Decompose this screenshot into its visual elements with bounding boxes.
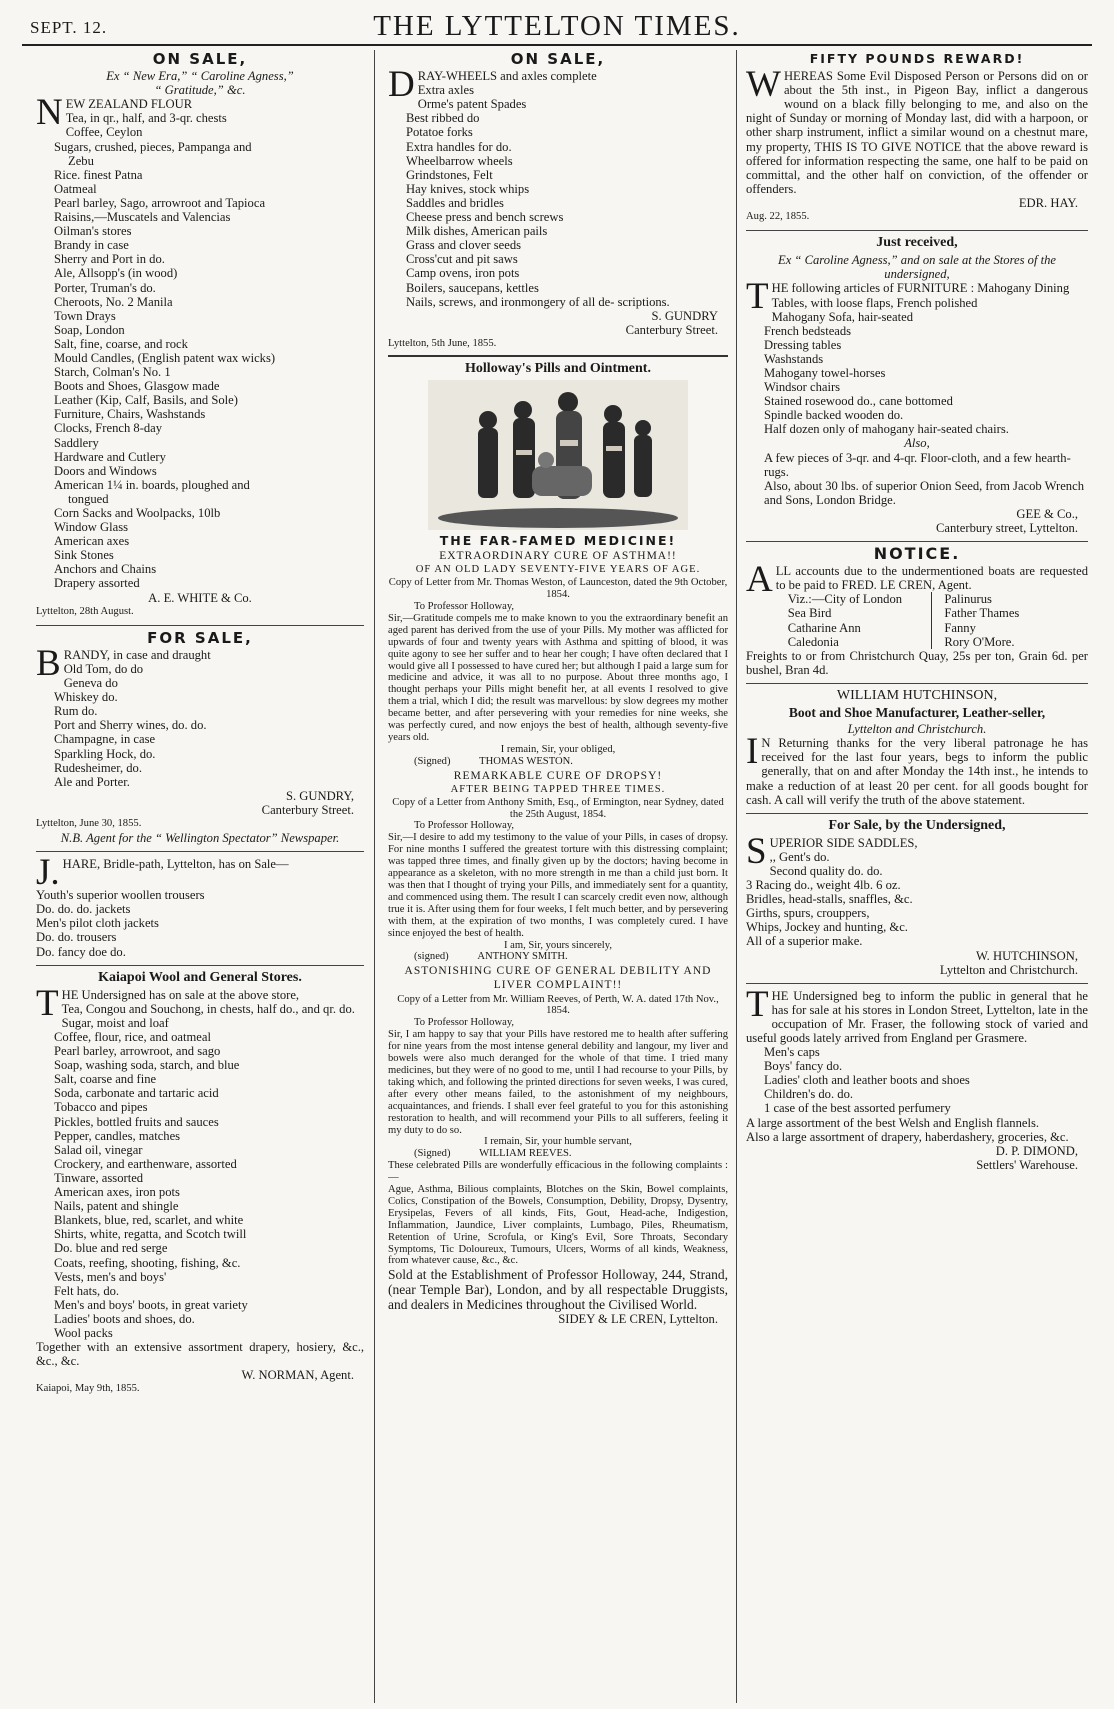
letter-salutation: To Professor Holloway, bbox=[414, 600, 515, 612]
item-list bbox=[36, 111, 364, 590]
advert-signature: EDR. HAY. bbox=[1018, 195, 1078, 210]
list-item: Blankets, blue, red, scarlet, and white bbox=[54, 1213, 244, 1228]
list-item: Nails, screws, and ironmongery of all de- scriptions. bbox=[406, 294, 670, 309]
list-item: Do. fancy doe do. bbox=[36, 944, 126, 959]
list-item: Girths, spurs, crouppers, bbox=[746, 906, 870, 921]
advert-heading: FIFTY POUNDS REWARD! bbox=[809, 51, 1025, 66]
boat-name: Father Thames bbox=[944, 606, 1020, 621]
column-3 bbox=[746, 50, 1088, 1703]
list-item: Leather (Kip, Calf, Basils, and Sole) bbox=[54, 393, 238, 408]
list-item: Wheelbarrow wheels bbox=[406, 153, 513, 168]
drop-cap: W bbox=[746, 64, 781, 106]
list-item: Youth's superior woollen trousers bbox=[36, 888, 205, 903]
divider bbox=[746, 230, 1088, 231]
list-item: Tea, Congou and Souchong, in chests, half do., and qr. do. bbox=[61, 1001, 355, 1016]
list-item: Spindle backed wooden do. bbox=[764, 408, 904, 423]
list-item: Window Glass bbox=[54, 520, 129, 535]
drop-cap: B bbox=[36, 642, 61, 684]
list-item: Anchors and Chains bbox=[54, 562, 157, 577]
list-item: French bedsteads bbox=[764, 323, 852, 338]
letter-closing: I remain, Sir, your obliged, bbox=[500, 743, 616, 755]
advert-white bbox=[36, 52, 364, 619]
advert-date: Aug. 22, 1855. bbox=[746, 211, 810, 223]
letter-body: Sir,—I desire to add my testimony to the value of your Pills, in cases of dropsy. For nine months I suffered the greatest torture with this distressing complaint; was tapped three times, and finally given up by the doctors; having become in appearance as a skeleton, with no more strength in me than a child just born. It was then that I thought of trying your Pills, and immediately sent for a quantity, and commenced using them. The result I can scarcely credit even now, although true it is. After using them for four weeks, I felt much better, and by persevering with them, at the expiration of two months, I was completely cured. I have since enjoyed the best of health. bbox=[388, 832, 728, 939]
advert-dimond bbox=[746, 983, 1088, 1172]
cure-subheading: OF AN OLD LADY SEVENTY-FIVE YEARS OF AGE. bbox=[415, 564, 701, 576]
list-item: Pearl barley, Sago, arrowroot and Tapioca bbox=[54, 195, 266, 210]
advert-signature: S. GUNDRY, bbox=[285, 788, 354, 803]
advert-hutchinson bbox=[746, 689, 1088, 807]
list-item: Grindstones, Felt bbox=[406, 167, 493, 182]
column-rule bbox=[736, 50, 737, 1703]
advert-reward bbox=[746, 52, 1088, 224]
advert-extra: Also, about 30 lbs. of superior Onion Seed, from Jacob Wrench and Sons, London Bridge. bbox=[764, 478, 1084, 507]
holloway-illustration bbox=[428, 380, 688, 530]
list-item: 1 case of the best assorted perfumery bbox=[764, 1101, 951, 1116]
list-item: Do. do. trousers bbox=[36, 930, 117, 945]
list-item: Do. blue and red serge bbox=[54, 1241, 168, 1256]
drop-cap: N bbox=[36, 92, 63, 134]
advert-heading: Holloway's Pills and Ointment. bbox=[465, 360, 651, 376]
advert-notice bbox=[746, 544, 1088, 677]
advert-heading: WILLIAM HUTCHINSON, bbox=[836, 687, 998, 703]
advert-gundry bbox=[36, 628, 364, 846]
list-item: 3 Racing do., weight 4lb. 6 oz. bbox=[746, 878, 901, 893]
list-item: American axes, iron pots bbox=[54, 1185, 180, 1200]
list-item: Furniture, Chairs, Washstands bbox=[54, 407, 206, 422]
item-list bbox=[746, 850, 1088, 949]
drop-cap: T bbox=[36, 982, 59, 1024]
signed-label: (Signed) bbox=[414, 1148, 451, 1160]
divider bbox=[388, 355, 728, 357]
list-item: Ladies' boots and shoes, do. bbox=[54, 1311, 195, 1326]
list-item: Salad oil, vinegar bbox=[54, 1142, 143, 1157]
item-list bbox=[388, 83, 728, 309]
advert-saddles bbox=[746, 819, 1088, 977]
list-item: Pearl barley, arrowroot, and sago bbox=[54, 1044, 221, 1059]
advert-address: Settlers' Warehouse. bbox=[976, 1157, 1078, 1172]
letter-intro: Copy of a Letter from Anthony Smith, Esq., of Ermington, near Sydney, dated the 25th August, 1854. bbox=[392, 796, 724, 820]
issue-date: SEPT. 12. bbox=[30, 18, 108, 37]
boats-table bbox=[776, 592, 1088, 648]
list-item: Zebu bbox=[68, 153, 94, 168]
list-item: Sugars, crushed, pieces, Pampanga and bbox=[54, 139, 252, 154]
list-item: Oatmeal bbox=[54, 181, 97, 196]
list-item: Tea, in qr., half, and 3-qr. chests bbox=[65, 111, 227, 126]
list-item: Ale, Allsopp's (in wood) bbox=[54, 266, 178, 281]
item-list bbox=[36, 888, 364, 958]
boat-name: Catharine Ann bbox=[787, 620, 861, 635]
drop-cap: A bbox=[746, 559, 773, 601]
list-item: Drapery assorted bbox=[54, 576, 140, 591]
column-2 bbox=[388, 50, 728, 1703]
letter-signature: WILLIAM REEVES. bbox=[479, 1148, 572, 1160]
list-item: ,, Gent's do. bbox=[769, 849, 830, 864]
list-item: Milk dishes, American pails bbox=[406, 224, 548, 239]
list-item: Clocks, French 8-day bbox=[54, 421, 163, 436]
divider bbox=[36, 851, 364, 852]
far-famed-heading: THE FAR-FAMED MEDICINE! bbox=[439, 533, 677, 549]
cure-subheading: AFTER BEING TAPPED THREE TIMES. bbox=[450, 783, 666, 795]
list-item: Ladies' cloth and leather boots and shoes bbox=[764, 1073, 970, 1088]
advert-body: N Returning thanks for the very liberal patronage he has received for the last four years, begs to inform the public generally, that on and after Monday the 14th inst., he intends to make a reduction of at least 20 per cent. for all goods bought for cash. A call will verify the truth of the above statement. bbox=[746, 736, 1088, 807]
boats-right bbox=[932, 592, 1088, 648]
list-item: Cross'cut and pit saws bbox=[406, 252, 518, 267]
advert-date: Lyttelton, June 30, 1855. bbox=[36, 817, 142, 829]
newspaper-title: THE LYTTELTON TIMES. bbox=[373, 10, 741, 42]
list-item: Pickles, bottled fruits and sauces bbox=[54, 1114, 219, 1129]
viz-label: Viz.: bbox=[787, 592, 812, 607]
drop-cap: T bbox=[746, 983, 769, 1025]
advert-note: N.B. Agent for the “ Wellington Spectator” Newspaper. bbox=[60, 831, 340, 846]
drop-cap: S bbox=[746, 830, 767, 872]
list-item: Raisins,—Muscatels and Valencias bbox=[54, 210, 231, 225]
column-1 bbox=[36, 50, 364, 1703]
advert-gee bbox=[746, 236, 1088, 535]
freights: Freights to or from Christchurch Quay, 25s per ton, Grain 6d. per bushel, Bran 4d. bbox=[746, 648, 1088, 677]
advert-body: HE Undersigned beg to inform the public in general that he has for sale at his stores in London Street, Lyttelton, late in the occupation of Mr. Fraser, the following stock of varied and useful goods lately arrived from England per Grasmere. bbox=[746, 988, 1088, 1045]
list-item: Potatoe forks bbox=[406, 125, 473, 140]
list-item: Whiskey do. bbox=[54, 690, 118, 705]
advert-heading: Just received, bbox=[876, 235, 958, 251]
advert-signature: A. E. WHITE & Co. bbox=[148, 590, 252, 605]
drop-cap: J. bbox=[36, 852, 60, 894]
advert-signature: D. P. DIMOND, bbox=[995, 1143, 1078, 1158]
list-item: Stained rosewood do., cane bottomed bbox=[764, 394, 953, 409]
list-item: Shirts, white, regatta, and Scotch twill bbox=[54, 1227, 247, 1242]
list-item: Port and Sherry wines, do. do. bbox=[54, 718, 207, 733]
advert-body: LL accounts due to the undermentioned boats are requested to be paid to FRED. LE CREN, Agent. bbox=[775, 564, 1088, 593]
list-item: Vests, men's and boys' bbox=[54, 1269, 167, 1284]
advert-heading: NOTICE. bbox=[873, 544, 961, 564]
lead-text: HE Undersigned has on sale at the above store, bbox=[61, 987, 300, 1002]
list-item: Sparkling Hock, do. bbox=[54, 746, 156, 761]
boat-name: —City of London bbox=[811, 592, 903, 607]
advert-hare bbox=[36, 852, 364, 959]
list-item: Nails, patent and shingle bbox=[54, 1199, 179, 1214]
masthead bbox=[22, 8, 1092, 46]
list-item: Doors and Windows bbox=[54, 463, 157, 478]
list-item: Extra handles for do. bbox=[406, 139, 512, 154]
list-item: Mahogany towel-horses bbox=[764, 365, 886, 380]
letter-salutation: To Professor Holloway, bbox=[414, 1017, 515, 1029]
list-item: Sherry and Port in do. bbox=[54, 252, 165, 267]
advert-extra: Also a large assortment of drapery, haberdashery, groceries, &c. bbox=[746, 1129, 1069, 1144]
list-item: Do. do. do. jackets bbox=[36, 902, 131, 917]
advert-body: HEREAS Some Evil Disposed Person or Persons did on or about the 5th inst., in Pigeon Bay, inflict a dangerous wound on a black filly belonging to me, and also on the night of Sunday or morning of Monday last, did with a harpoon, or other sharp instrument, inflict a similar wound on a chestnut mare, my property, THIS IS TO GIVE NOTICE that the above reward is offered for information respecting the same, one half to be paid on committal, and the other half on conviction, of the offender or offenders. bbox=[746, 69, 1088, 196]
list-item: Salt, coarse and fine bbox=[54, 1072, 157, 1087]
signed-label: (Signed) bbox=[414, 755, 451, 767]
list-item: Boots and Shoes, Glasgow made bbox=[54, 379, 220, 394]
divider bbox=[746, 983, 1088, 984]
list-item: Men's caps bbox=[764, 1045, 820, 1060]
boats-left bbox=[776, 592, 933, 648]
item-list bbox=[36, 662, 364, 789]
lead-text: RAY-WHEELS and axles complete bbox=[417, 69, 597, 84]
advert-signature: W. HUTCHINSON, bbox=[975, 948, 1078, 963]
list-item: Men's and boys' boots, in great variety bbox=[54, 1297, 248, 1312]
advert-gundry-hardware bbox=[388, 52, 728, 351]
cure-heading: EXTRAORDINARY CURE OF ASTHMA!! bbox=[439, 550, 677, 563]
divider bbox=[746, 683, 1088, 684]
advert-date: Lyttelton, 5th June, 1855. bbox=[388, 337, 497, 349]
list-item: American 1¼ in. boards, ploughed and bbox=[54, 477, 250, 492]
advert-kaiapoi bbox=[36, 971, 364, 1397]
list-item: Town Drays bbox=[54, 308, 116, 323]
list-item: Camp ovens, iron pots bbox=[406, 266, 520, 281]
list-item: Best ribbed do bbox=[406, 111, 480, 126]
list-item: Rice. finest Patna bbox=[54, 167, 143, 182]
boat-name: Fanny bbox=[944, 620, 976, 635]
letter-intro: Copy of Letter from Mr. Thomas Weston, of Launceston, dated the 9th October, 1854. bbox=[388, 577, 728, 601]
advert-closing: Together with an extensive assortment drapery, hosiery, &c., &c., &c. bbox=[36, 1340, 364, 1369]
advert-heading: FOR SALE, bbox=[147, 628, 253, 647]
list-item: Orme's patent Spades bbox=[417, 97, 527, 112]
list-item: Hay knives, stock whips bbox=[406, 181, 530, 196]
list-item: Porter, Truman's do. bbox=[54, 280, 156, 295]
list-item: Soda, carbonate and tartaric acid bbox=[54, 1086, 219, 1101]
list-item: Cheese press and bench screws bbox=[406, 210, 564, 225]
advert-heading: ON SALE, bbox=[152, 50, 248, 68]
pills-intro: These celebrated Pills are wonderfully efficacious in the following complaints :— bbox=[388, 1160, 728, 1184]
list-item: Coffee, Ceylon bbox=[65, 125, 143, 140]
letter-intro: Copy of a Letter from Mr. William Reeves, of Perth, W. A. dated 17th Nov., 1854. bbox=[397, 993, 719, 1017]
list-item: All of a superior make. bbox=[746, 934, 863, 949]
advert-heading: Kaiapoi Wool and General Stores. bbox=[98, 969, 302, 985]
list-item: Ale and Porter. bbox=[54, 774, 130, 789]
list-item: Rum do. bbox=[54, 704, 98, 719]
advert-subheading: Ex “ Caroline Agness,” and on sale at the Stores of the undersigned, bbox=[778, 253, 1056, 282]
list-item: Saddles and bridles bbox=[406, 195, 504, 210]
list-item: Cheroots, No. 2 Manila bbox=[54, 294, 173, 309]
list-item: Coffee, flour, rice, and oatmeal bbox=[54, 1030, 211, 1044]
columns bbox=[22, 50, 1092, 1703]
list-item: Rudesheimer, do. bbox=[54, 760, 142, 775]
cure-heading: ASTONISHING CURE OF GENERAL DEBILITY AND LIVER COMPLAINT!! bbox=[404, 965, 712, 992]
divider bbox=[746, 813, 1088, 814]
list-item: Crockery, and earthenware, assorted bbox=[54, 1156, 237, 1171]
boat-name: Rory O'More. bbox=[944, 634, 1015, 649]
boat-name: Sea Bird bbox=[787, 606, 832, 621]
list-item: Hardware and Cutlery bbox=[54, 449, 166, 464]
letter-body: Sir, I am happy to say that your Pills have restored me to health after suffering for nine years from the most intense general debility and langour, my liver and bowels were also much deranged for the whole of that time. I tried many medicines, but they were of no good to me, until I had recourse to your Pills, by taking which, and following the printed directions for seven weeks, I was cured, after every other means failed, to the astonishment of my neighbours, acquaintances, and friends. I shall ever feel grateful to you for this astonishing restoration to health, and will recommend your Pills to all sufferers, feeling it my duty to do so. bbox=[388, 1029, 728, 1136]
item-list bbox=[746, 310, 1088, 437]
list-item: Wool packs bbox=[54, 1325, 113, 1340]
list-item: Extra axles bbox=[417, 83, 475, 98]
letter-closing: I am, Sir, yours sincerely, bbox=[503, 939, 613, 951]
boat-name: Palinurus bbox=[944, 592, 992, 607]
list-item: Dressing tables bbox=[764, 337, 842, 352]
list-item: Sugar, moist and loaf bbox=[61, 1015, 169, 1030]
advert-signature: SIDEY & LE CREN, Lyttelton. bbox=[558, 1312, 718, 1327]
lead-text: EW ZEALAND FLOUR bbox=[65, 97, 193, 112]
cure-heading: REMARKABLE CURE OF DROPSY! bbox=[453, 769, 663, 782]
divider bbox=[746, 541, 1088, 542]
trade-line: Boot and Shoe Manufacturer, Leather-seller, bbox=[788, 705, 1046, 721]
list-item: Second quality do. do. bbox=[769, 863, 883, 878]
list-item: Bridles, head-stalls, snaffles, &c. bbox=[746, 892, 913, 907]
letter-body: Sir,—Gratitude compels me to make known to you the extraordinary benefit an aged parent has derived from the use of your Pills. My mother was afflicted for upwards of four and twenty years with Asthma and spitting of blood, it was quite agony to see her suffer and to hear her cough; I have often declared that I would give all I possessed to have cured her; but although I paid a large sum for medicine and advice, it was all to no purpose. About three months ago, I thought perhaps your Pills might benefit her, at all events I resolved to give them a trial, which I did; the result was marvellous: by slow degrees my mother became better, and after persevering with your remedies for nine weeks, she was perfectly cured, and now enjoys the best of health, although seventy-five years old. bbox=[388, 612, 728, 743]
lead-text: RANDY, in case and draught bbox=[63, 647, 211, 662]
advert-signature: GEE & Co., bbox=[1016, 506, 1078, 521]
advert-address: Canterbury Street. bbox=[261, 802, 354, 817]
advert-address: Lyttelton and Christchurch. bbox=[939, 962, 1078, 977]
lead-text: HARE, Bridle-path, Lyttelton, has on Sale— bbox=[62, 857, 289, 872]
complaints-list: Ague, Asthma, Bilious complaints, Blotches on the Skin, Bowel complaints, Colics, Constipation of the Bowels, Consumption, Debility, Dropsy, Dysentry, Erysipelas, Fevers of all kinds, Fits, Gout, Head-ache, Indigestion, Inflammation, Jaundice, Liver complaints, Lumbago, Piles, Rheumatism, Retention of Urine, Scrofula, or King's Evil, Sore Throats, Secondary Symptoms, Tic Doloureux, Tumours, Ulcers, Worms of all kinds, Weakness, from whatever cause, &c., &c. bbox=[388, 1184, 728, 1267]
item-list bbox=[36, 1002, 364, 1340]
list-item: Pepper, candles, matches bbox=[54, 1128, 181, 1143]
also-label: Also, bbox=[904, 436, 930, 451]
advert-extra: A large assortment of the best Welsh and English flannels. bbox=[746, 1115, 1040, 1130]
list-item: Starch, Colman's No. 1 bbox=[54, 365, 171, 380]
letter-signature: THOMAS WESTON. bbox=[479, 755, 573, 767]
list-item: Corn Sacks and Woolpacks, 10lb bbox=[54, 506, 221, 520]
lead-text: UPERIOR SIDE SADDLES, bbox=[769, 835, 918, 850]
advert-signature: S. GUNDRY bbox=[651, 308, 718, 323]
advert-date: Lyttelton, 28th August. bbox=[36, 605, 134, 617]
list-item: Boys' fancy do. bbox=[764, 1059, 843, 1074]
list-item: Felt hats, do. bbox=[54, 1283, 120, 1298]
list-item: Champagne, in case bbox=[54, 732, 156, 747]
list-item: Children's do. do. bbox=[764, 1087, 854, 1102]
list-item: Half dozen only of mahogany hair-seated chairs. bbox=[764, 422, 1009, 437]
advert-date: Kaiapoi, May 9th, 1855. bbox=[36, 1383, 140, 1395]
advert-address: Canterbury Street. bbox=[625, 322, 718, 337]
lead-text: HE following articles of FURNITURE : Mahogany Dining Tables, with loose flaps, French polished bbox=[771, 281, 1070, 310]
list-item: tongued bbox=[68, 491, 109, 506]
list-item: Windsor chairs bbox=[764, 380, 841, 395]
column-rule bbox=[374, 50, 375, 1703]
list-item: Boilers, saucepans, kettles bbox=[406, 280, 539, 295]
advert-holloway bbox=[388, 362, 728, 1327]
advert-address: Canterbury street, Lyttelton. bbox=[936, 521, 1078, 535]
advert-signature: W. NORMAN, Agent. bbox=[241, 1368, 354, 1383]
list-item: Washstands bbox=[764, 351, 824, 366]
list-item: American axes bbox=[54, 534, 130, 549]
letter-signature: ANTHONY SMITH. bbox=[477, 951, 568, 963]
list-item: Mahogany Sofa, hair-seated bbox=[771, 309, 913, 324]
drop-cap: T bbox=[746, 276, 769, 318]
list-item: Grass and clover seeds bbox=[406, 238, 522, 253]
boat-name: Caledonia bbox=[787, 634, 839, 649]
list-item: Salt, fine, coarse, and rock bbox=[54, 336, 188, 351]
list-item: Mould Candles, (English patent wax wicks) bbox=[54, 350, 276, 365]
list-item: Whips, Jockey and hunting, &c. bbox=[746, 920, 908, 935]
list-item: Sink Stones bbox=[54, 548, 114, 563]
signed-label: (signed) bbox=[414, 951, 449, 963]
letter-closing: I remain, Sir, your humble servant, bbox=[484, 1136, 632, 1148]
place-line: Lyttelton and Christchurch. bbox=[847, 722, 987, 737]
list-item: Oilman's stores bbox=[54, 224, 132, 239]
divider bbox=[36, 965, 364, 966]
list-item: Old Tom, do do bbox=[63, 661, 144, 676]
list-item: Soap, washing soda, starch, and blue bbox=[54, 1058, 240, 1073]
ship-list: Ex “ New Era,” “ Caroline Agness,” bbox=[106, 69, 294, 84]
advert-heading: For Sale, by the Undersigned, bbox=[828, 817, 1006, 833]
list-item: Men's pilot cloth jackets bbox=[36, 916, 159, 931]
list-item: Coats, reefing, shooting, fishing, &c. bbox=[54, 1255, 241, 1270]
list-item: Geneva do bbox=[63, 676, 118, 691]
ship-list: “ Gratitude,” &c. bbox=[154, 83, 246, 98]
advert-heading: ON SALE, bbox=[510, 50, 606, 68]
list-item: Saddlery bbox=[54, 435, 99, 450]
divider bbox=[36, 625, 364, 626]
letter-salutation: To Professor Holloway, bbox=[414, 820, 515, 832]
drop-cap: I bbox=[746, 731, 759, 773]
item-list bbox=[746, 1045, 1088, 1115]
list-item: Tinware, assorted bbox=[54, 1170, 144, 1185]
list-item: Brandy in case bbox=[54, 238, 129, 253]
sold-at: Sold at the Establishment of Professor Holloway, 244, Strand, (near Temple Bar), London, and by all respectable Druggists, and dealers in Medicines throughout the Civilised World. bbox=[388, 1267, 728, 1313]
list-item: Soap, London bbox=[54, 322, 125, 337]
advert-extra: A few pieces of 3-qr. and 4-qr. Floor-cloth, and a few hearth-rugs. bbox=[764, 450, 1071, 479]
list-item: Tobacco and pipes bbox=[54, 1100, 148, 1115]
drop-cap: D bbox=[388, 64, 415, 106]
